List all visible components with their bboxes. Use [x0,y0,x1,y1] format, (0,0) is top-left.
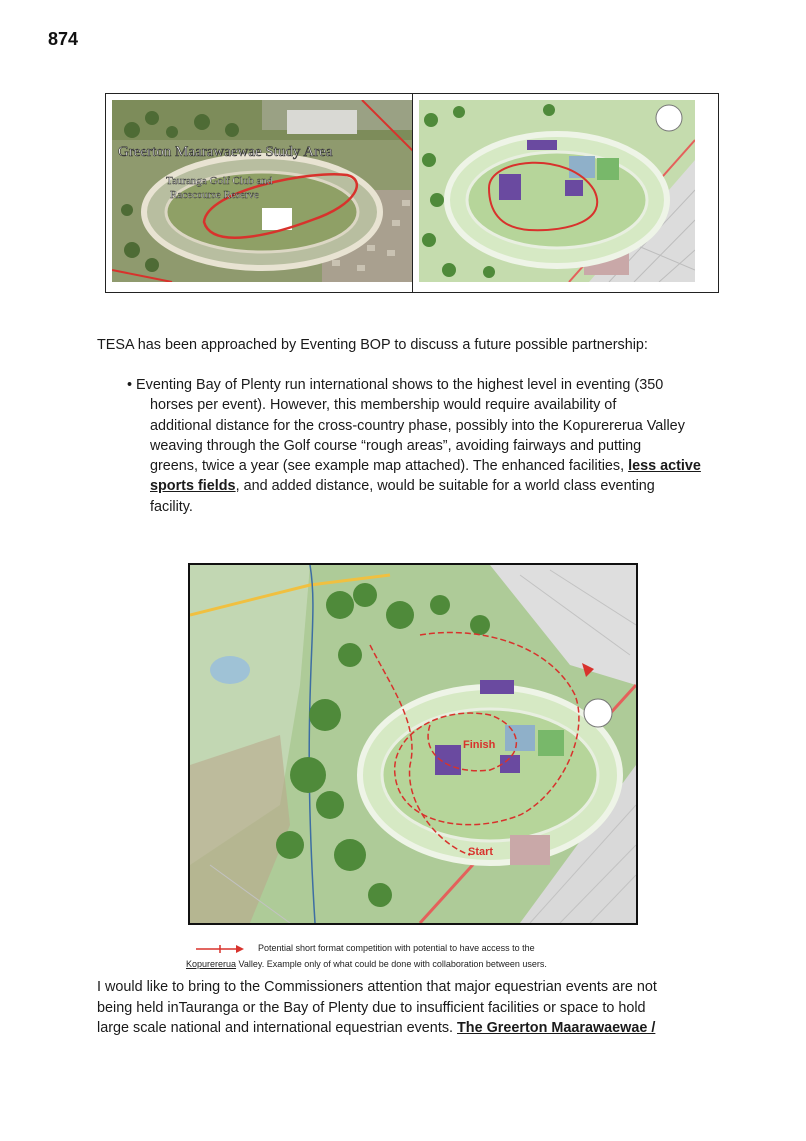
bullet-line: facility. [150,498,193,515]
closing-line: being held inTauranga or the Bay of Plenty due to insufficient facilities or space to hold [97,999,646,1016]
legend-text: Valley. Example only of what could be done with collaboration between users. [236,959,547,969]
finish-label: Finish [463,739,496,751]
bullet-line [127,456,727,476]
bullet-line [127,476,727,496]
bullet-line: weaving through the Golf course “rough areas”, avoiding fairways and putting [150,437,642,454]
racecourse-caption: Racecourse Reserve [170,189,259,201]
legend-line-1 [186,940,646,956]
closing-line [97,1018,737,1039]
map-legend [186,940,646,972]
emphasis-greerton: The Greerton Maarawaewae / [457,1020,656,1036]
masterplan-cell [412,94,719,292]
emphasis-sports-fields: sports fields [150,478,236,495]
closing-paragraph [97,977,737,1039]
golf-club-caption: Tauranga Golf Club and [166,175,273,187]
figure-table-top [105,93,719,293]
route-arrow-icon [196,944,244,954]
study-area-caption: Greerton Maarawaewae Study Area [118,144,333,160]
legend-text: Potential short format competition with potential to have access to the [258,943,535,953]
legend-line-2 [186,956,646,972]
intro-paragraph: TESA has been approached by Eventing BOP to discuss a future possible partnership: [97,337,648,353]
bullet-text: greens, twice a year (see example map attached). The enhanced facilities, [150,458,629,475]
closing-text: large scale national and international equestrian events. [97,1020,458,1036]
aerial-photo-cell [106,94,412,292]
aerial-photo-study-area [112,100,412,282]
bullet-text: , and added distance, would be suitable for a world class eventing [235,478,655,495]
eventing-route-map [188,563,638,925]
legend-valley-name: Kopurererua [186,959,237,969]
emphasis-less-active: less active [628,458,701,475]
bullet-eventing-bop [127,375,727,517]
bullet-line: • Eventing Bay of Plenty run international shows to the highest level in eventing (350 [127,377,664,393]
page-number: 874 [48,29,79,49]
route-map-image [190,565,636,923]
closing-line: I would like to bring to the Commissioners attention that major equestrian events are not [97,979,657,995]
start-label: Start [468,846,494,858]
bullet-line: horses per event). However, this membership would require availability of [150,397,617,414]
masterplan-image [419,100,695,282]
bullet-line: additional distance for the cross-country phase, possibly into the Kopurererua Valley [150,417,685,434]
